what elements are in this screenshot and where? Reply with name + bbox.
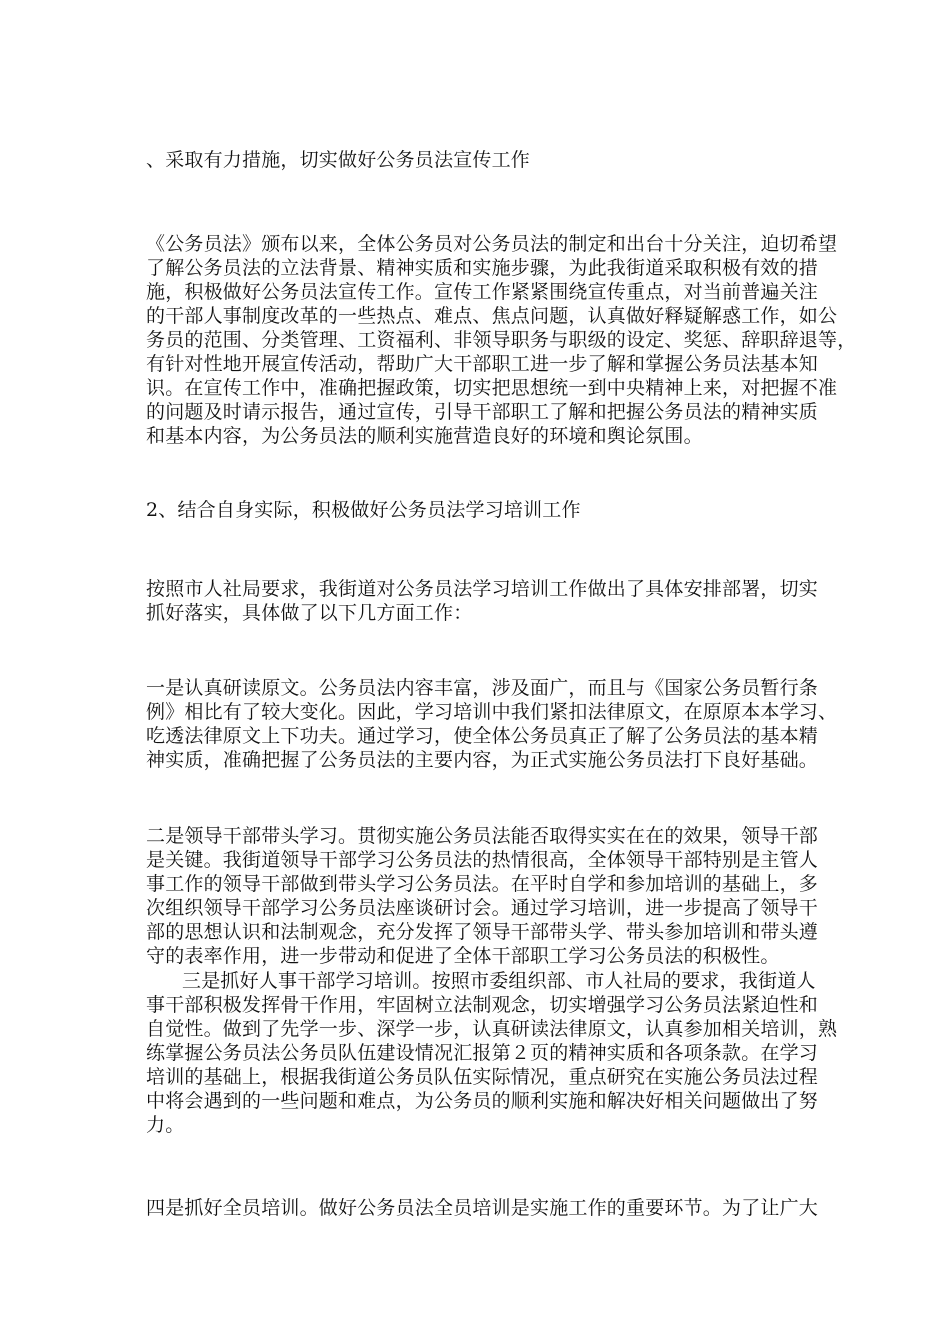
text-line: 和基本内容，为公务员法的顺利实施营造良好的环境和舆论氛围。 bbox=[146, 425, 703, 447]
text-line: 有针对性地开展宣传活动，帮助广大干部职工进一步了解和掌握公务员法基本知 bbox=[146, 353, 819, 375]
text-line: 的干部人事制度改革的一些热点、难点、焦点问题，认真做好释疑解惑工作，如公 bbox=[146, 305, 838, 327]
text-line: 是关键。我街道领导干部学习公务员法的热情很高，全体领导干部特别是主管人 bbox=[146, 849, 819, 871]
text-line: 二是领导干部带头学习。贯彻实施公务员法能否取得实实在在的效果，领导干部 bbox=[146, 825, 819, 847]
text-line: 神实质，准确把握了公务员法的主要内容，为正式实施公务员法打下良好基础。 bbox=[146, 749, 819, 771]
text-line: 部的思想认识和法制观念，充分发挥了领导干部带头学、带头参加培训和带头遵 bbox=[146, 921, 819, 943]
text-line: 识。在宣传工作中，准确把握政策，切实把思想统一到中央精神上来，对把握不准 bbox=[146, 377, 838, 399]
text-line: 抓好落实，具体做了以下几方面工作： bbox=[146, 602, 473, 624]
text-line: 例》相比有了较大变化。因此，学习培训中我们紧扣法律原文，在原原本本学习、 bbox=[146, 701, 838, 723]
text-line: 事干部积极发挥骨干作用，牢固树立法制观念，切实增强学习公务员法紧迫性和 bbox=[146, 994, 819, 1016]
text-line: 自觉性。做到了先学一步、深学一步，认真研读法律原文，认真参加相关培训，熟 bbox=[146, 1018, 838, 1040]
text-line: 练掌握公务员法公务员队伍建设情况汇报第２页的精神实质和各项条款。在学习 bbox=[146, 1042, 819, 1064]
text-line: 一是认真研读原文。公务员法内容丰富，涉及面广，而且与《国家公务员暂行条 bbox=[146, 677, 819, 699]
text-line: 的问题及时请示报告，通过宣传，引导干部职工了解和把握公务员法的精神实质 bbox=[146, 401, 819, 423]
text-line: 培训的基础上，根据我街道公务员队伍实际情况，重点研究在实施公务员法过程 bbox=[146, 1066, 819, 1088]
text-line: 事工作的领导干部做到带头学习公务员法。在平时自学和参加培训的基础上，多 bbox=[146, 873, 819, 895]
section-heading-2: 2、结合自身实际，积极做好公务员法学习培训工作 bbox=[146, 499, 581, 521]
text-line: 按照市人社局要求，我街道对公务员法学习培训工作做出了具体安排部署，切实 bbox=[146, 578, 819, 600]
text-line: 吃透法律原文上下功夫。通过学习，使全体公务员真正了解了公务员法的基本精 bbox=[146, 725, 819, 747]
text-line: 四是抓好全员培训。做好公务员法全员培训是实施工作的重要环节。为了让广大 bbox=[146, 1197, 819, 1219]
section-heading-1: 、采取有力措施，切实做好公务员法宣传工作 bbox=[146, 149, 531, 171]
text-line: 三是抓好人事干部学习培训。按照市委组织部、市人社局的要求，我街道人 bbox=[182, 970, 816, 992]
text-line: 中将会遇到的一些问题和难点，为公务员的顺利实施和解决好相关问题做出了努 bbox=[146, 1090, 819, 1112]
text-line: 务员的范围、分类管理、工资福利、非领导职务与职级的设定、奖惩、辞职辞退等， bbox=[146, 329, 857, 351]
text-line: 施，积极做好公务员法宣传工作。宣传工作紧紧围绕宣传重点，对当前普遍关注 bbox=[146, 281, 819, 303]
text-line: 次组织领导干部学习公务员法座谈研讨会。通过学习培训，进一步提高了领导干 bbox=[146, 897, 819, 919]
text-line: 《公务员法》颁布以来，全体公务员对公务员法的制定和出台十分关注，迫切希望 bbox=[146, 233, 838, 255]
text-line: 守的表率作用，进一步带动和促进了全体干部职工学习公务员法的积极性。 bbox=[146, 945, 780, 967]
text-line: 力。 bbox=[146, 1114, 185, 1136]
text-line: 了解公务员法的立法背景、精神实质和实施步骤，为此我街道采取积极有效的措 bbox=[146, 257, 819, 279]
